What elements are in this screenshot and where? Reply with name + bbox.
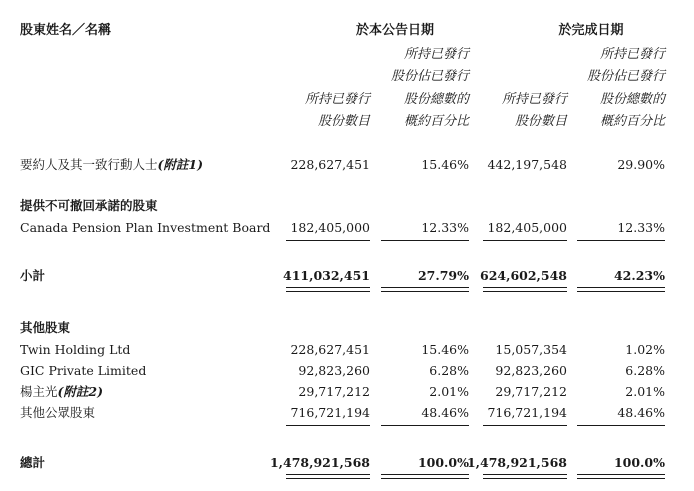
rule-double xyxy=(286,474,370,479)
rule-single xyxy=(483,425,567,426)
pct-header-b-line2: 股份佔已發行 xyxy=(586,69,665,84)
rule-single xyxy=(286,240,370,241)
yang-label-text: 楊主光 xyxy=(20,384,58,399)
section-heading-others: 其他股東 xyxy=(20,320,71,335)
pct-header-b-line1: 所持已發行 xyxy=(599,47,665,62)
subtotal-pct-completion: 42.23% xyxy=(613,268,665,283)
shares-header-b-line2: 股份數目 xyxy=(514,114,567,129)
rule-double xyxy=(483,287,567,292)
group-header-completion: 於完成日期 xyxy=(558,23,624,38)
twin-shares-announcement: 228,627,451 xyxy=(290,342,370,357)
gic-pct-completion: 6.28% xyxy=(625,363,665,378)
rule-double xyxy=(577,474,665,479)
total-shares-announcement: 1,478,921,568 xyxy=(269,455,370,470)
offeror-shares-completion: 442,197,548 xyxy=(487,157,567,172)
total-pct-completion: 100.0% xyxy=(613,455,665,470)
gic-shares-announcement: 92,823,260 xyxy=(298,363,370,378)
offeror-pct-completion: 29.90% xyxy=(617,157,665,172)
note-1-ref: (附註1) xyxy=(157,157,204,172)
rule-double xyxy=(577,287,665,292)
rule-single xyxy=(381,425,469,426)
row-label-subtotal: 小計 xyxy=(20,268,46,283)
rule-double xyxy=(286,287,370,292)
column-header-name: 股東姓名／名稱 xyxy=(20,23,112,38)
twin-pct-completion: 1.02% xyxy=(625,342,665,357)
cppib-shares-announcement: 182,405,000 xyxy=(290,220,370,235)
cppib-pct-announcement: 12.33% xyxy=(421,220,469,235)
row-label-offeror xyxy=(20,157,203,173)
shares-header-a-line2: 股份數目 xyxy=(317,114,370,129)
shares-header-a-line1: 所持已發行 xyxy=(304,92,370,107)
group-header-announcement: 於本公告日期 xyxy=(355,23,434,38)
public-pct-completion: 48.46% xyxy=(617,405,665,420)
rule-double xyxy=(381,287,469,292)
row-label-twin: Twin Holding Ltd xyxy=(20,342,131,357)
gic-shares-completion: 92,823,260 xyxy=(495,363,567,378)
offeror-pct-announcement: 15.46% xyxy=(421,157,469,172)
note-2-ref: (附註2) xyxy=(57,384,104,399)
subtotal-pct-announcement: 27.79% xyxy=(417,268,469,283)
row-label-total: 總計 xyxy=(20,455,46,470)
total-shares-completion: 1,478,921,568 xyxy=(466,455,567,470)
yang-pct-completion: 2.01% xyxy=(625,384,665,399)
yang-shares-completion: 29,717,212 xyxy=(495,384,567,399)
subtotal-shares-completion: 624,602,548 xyxy=(480,268,567,283)
rule-double xyxy=(483,474,567,479)
offeror-shares-announcement: 228,627,451 xyxy=(290,157,370,172)
rule-double xyxy=(381,474,469,479)
row-label-public: 其他公眾股東 xyxy=(20,405,96,420)
row-label-cppib: Canada Pension Plan Investment Board xyxy=(20,220,271,235)
rule-single xyxy=(577,240,665,241)
gic-pct-announcement: 6.28% xyxy=(429,363,469,378)
section-heading-irrevocable: 提供不可撤回承諾的股東 xyxy=(20,198,158,213)
rule-single xyxy=(577,425,665,426)
pct-header-a-line4: 概約百分比 xyxy=(403,114,469,129)
public-shares-completion: 716,721,194 xyxy=(487,405,567,420)
shares-header-b-line1: 所持已發行 xyxy=(501,92,567,107)
subtotal-shares-announcement: 411,032,451 xyxy=(283,268,370,283)
row-label-yang xyxy=(20,384,103,400)
pct-header-b-line4: 概約百分比 xyxy=(599,114,665,129)
cppib-shares-completion: 182,405,000 xyxy=(487,220,567,235)
pct-header-a-line2: 股份佔已發行 xyxy=(390,69,469,84)
total-pct-announcement: 100.0% xyxy=(417,455,469,470)
yang-shares-announcement: 29,717,212 xyxy=(298,384,370,399)
rule-single xyxy=(286,425,370,426)
offeror-label-text: 要約人及其一致行動人士 xyxy=(20,157,158,172)
public-shares-announcement: 716,721,194 xyxy=(290,405,370,420)
yang-pct-announcement: 2.01% xyxy=(429,384,469,399)
public-pct-announcement: 48.46% xyxy=(421,405,469,420)
cppib-pct-completion: 12.33% xyxy=(617,220,665,235)
pct-header-b-line3: 股份總數的 xyxy=(599,92,665,107)
row-label-gic: GIC Private Limited xyxy=(20,363,147,378)
twin-shares-completion: 15,057,354 xyxy=(495,342,567,357)
pct-header-a-line1: 所持已發行 xyxy=(403,47,469,62)
twin-pct-announcement: 15.46% xyxy=(421,342,469,357)
rule-single xyxy=(483,240,567,241)
rule-single xyxy=(381,240,469,241)
pct-header-a-line3: 股份總數的 xyxy=(403,92,469,107)
